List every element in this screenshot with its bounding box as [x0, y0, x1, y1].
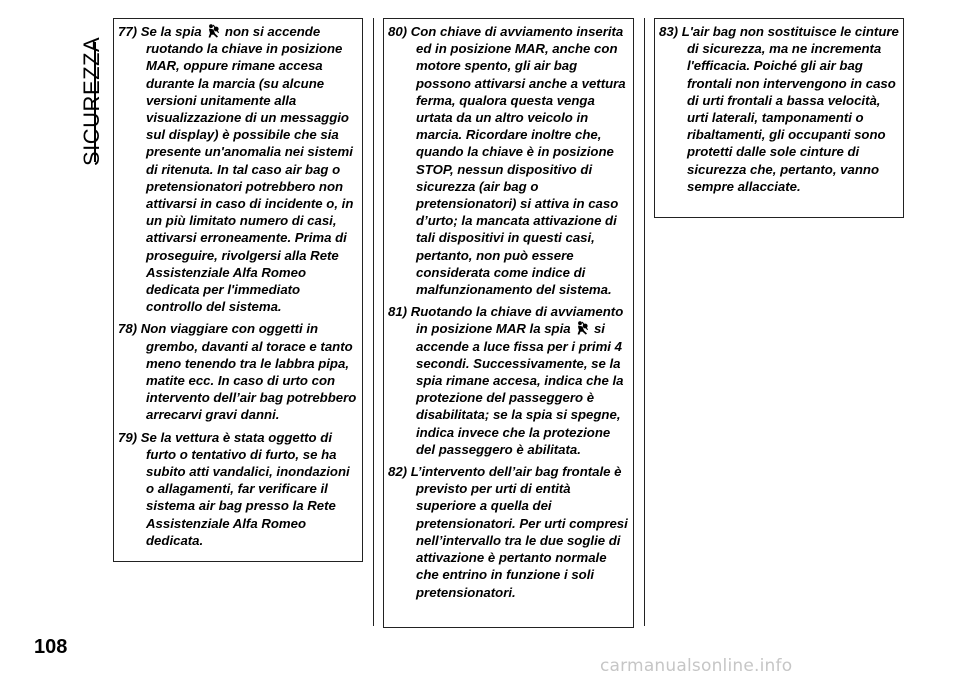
note-83: 83) L'air bag non sostituisce le cinture di sicurezza, ma ne incrementa l'efficacia. Poiché gli air bag frontali non intervengono in caso di urti frontali a bassa velocità, urti laterali, tamponamenti o ribaltamenti, gli occupanti sono protetti dalle sole cinture di sicurezza che, pertanto, vanno sempre allacciate.	[659, 24, 899, 194]
section-title: SICUREZZA	[79, 36, 104, 166]
column-divider-left	[373, 18, 374, 626]
notes-column-right	[654, 18, 904, 218]
note-82: 82) L’intervento dell’air bag frontale è previsto per urti di entità superiore a quella dei pretensionatori. Per urti compresi nell’intervallo tra le due soglie di attivazione è pertanto normale che entrino in funzione i soli pretensionatori.	[388, 464, 628, 600]
note-80: 80) Con chiave di avviamento inserita ed in posizione MAR, anche con motore spento, gli air bag possono attivarsi anche a vettura ferma, qualora questa venga urtata da un altro veicolo in marcia. Ricordare inoltre che, quando la chiave è in posizione STOP, nessun dispositivo di sicurezza (air bag o pretensionatori) si attiva in caso d’urto; la mancata attivazione di tali dispositivi in questi casi, pertanto, non può essere considerata come indice di malfunzionamento del sistema.	[388, 24, 626, 298]
airbag-warning-icon	[207, 24, 219, 38]
note-78: 78) Non viaggiare con oggetti in grembo, davanti al torace e tanto meno tenendo tra le labbra pipa, matite ecc. In caso di urto con intervento dell’air bag potrebbero arrecarvi gravi danni.	[118, 321, 357, 423]
note-81-text-end: si accende a luce fissa per i primi 4 secondi. Successivamente, se la spia rimane accesa, indica che la protezione del passeggero è disabilitata; se la spia si spegne, indica invece che la protezione del passeggero è abilitata.	[416, 321, 624, 457]
watermark: carmanualsonline.info	[600, 656, 793, 676]
note-81	[388, 303, 629, 458]
note-77	[118, 23, 358, 315]
page-number: 108	[34, 636, 68, 658]
section-tab	[63, 20, 104, 166]
column-divider-right	[644, 18, 645, 626]
airbag-warning-icon	[576, 321, 588, 335]
note-81-text-start: 81) Ruotando la chiave di avviamento in posizione MAR la spia	[388, 304, 624, 337]
note-79: 79) Se la vettura è stata oggetto di furto o tentativo di furto, se ha subito atti vandalici, inondazioni o allagamenti, far verificare il sistema air bag presso la Rete Assistenziale Alfa Romeo dedicata.	[118, 429, 350, 548]
note-77-text-start: 77) Se la spia	[118, 24, 202, 39]
notes-column-left	[113, 18, 363, 562]
notes-column-middle	[383, 18, 634, 628]
note-77-text-end: non si accende ruotando la chiave in posizione MAR, oppure rimane accesa durante la marcia (su alcune versioni unitamente alla visualizzazione di un messaggio sul display) è possibile che sia presente un'anomalia nei sistemi di ritenuta. In tal caso air bag o pretensionatori potrebbero non attivarsi in caso di incidente o, in un più limitato numero di casi, attivarsi erroneamente. Prima di proseguire, rivolgersi alla Rete Assistenziale Alfa Romeo dedicata per l'immediato controllo del sistema.	[146, 24, 354, 315]
